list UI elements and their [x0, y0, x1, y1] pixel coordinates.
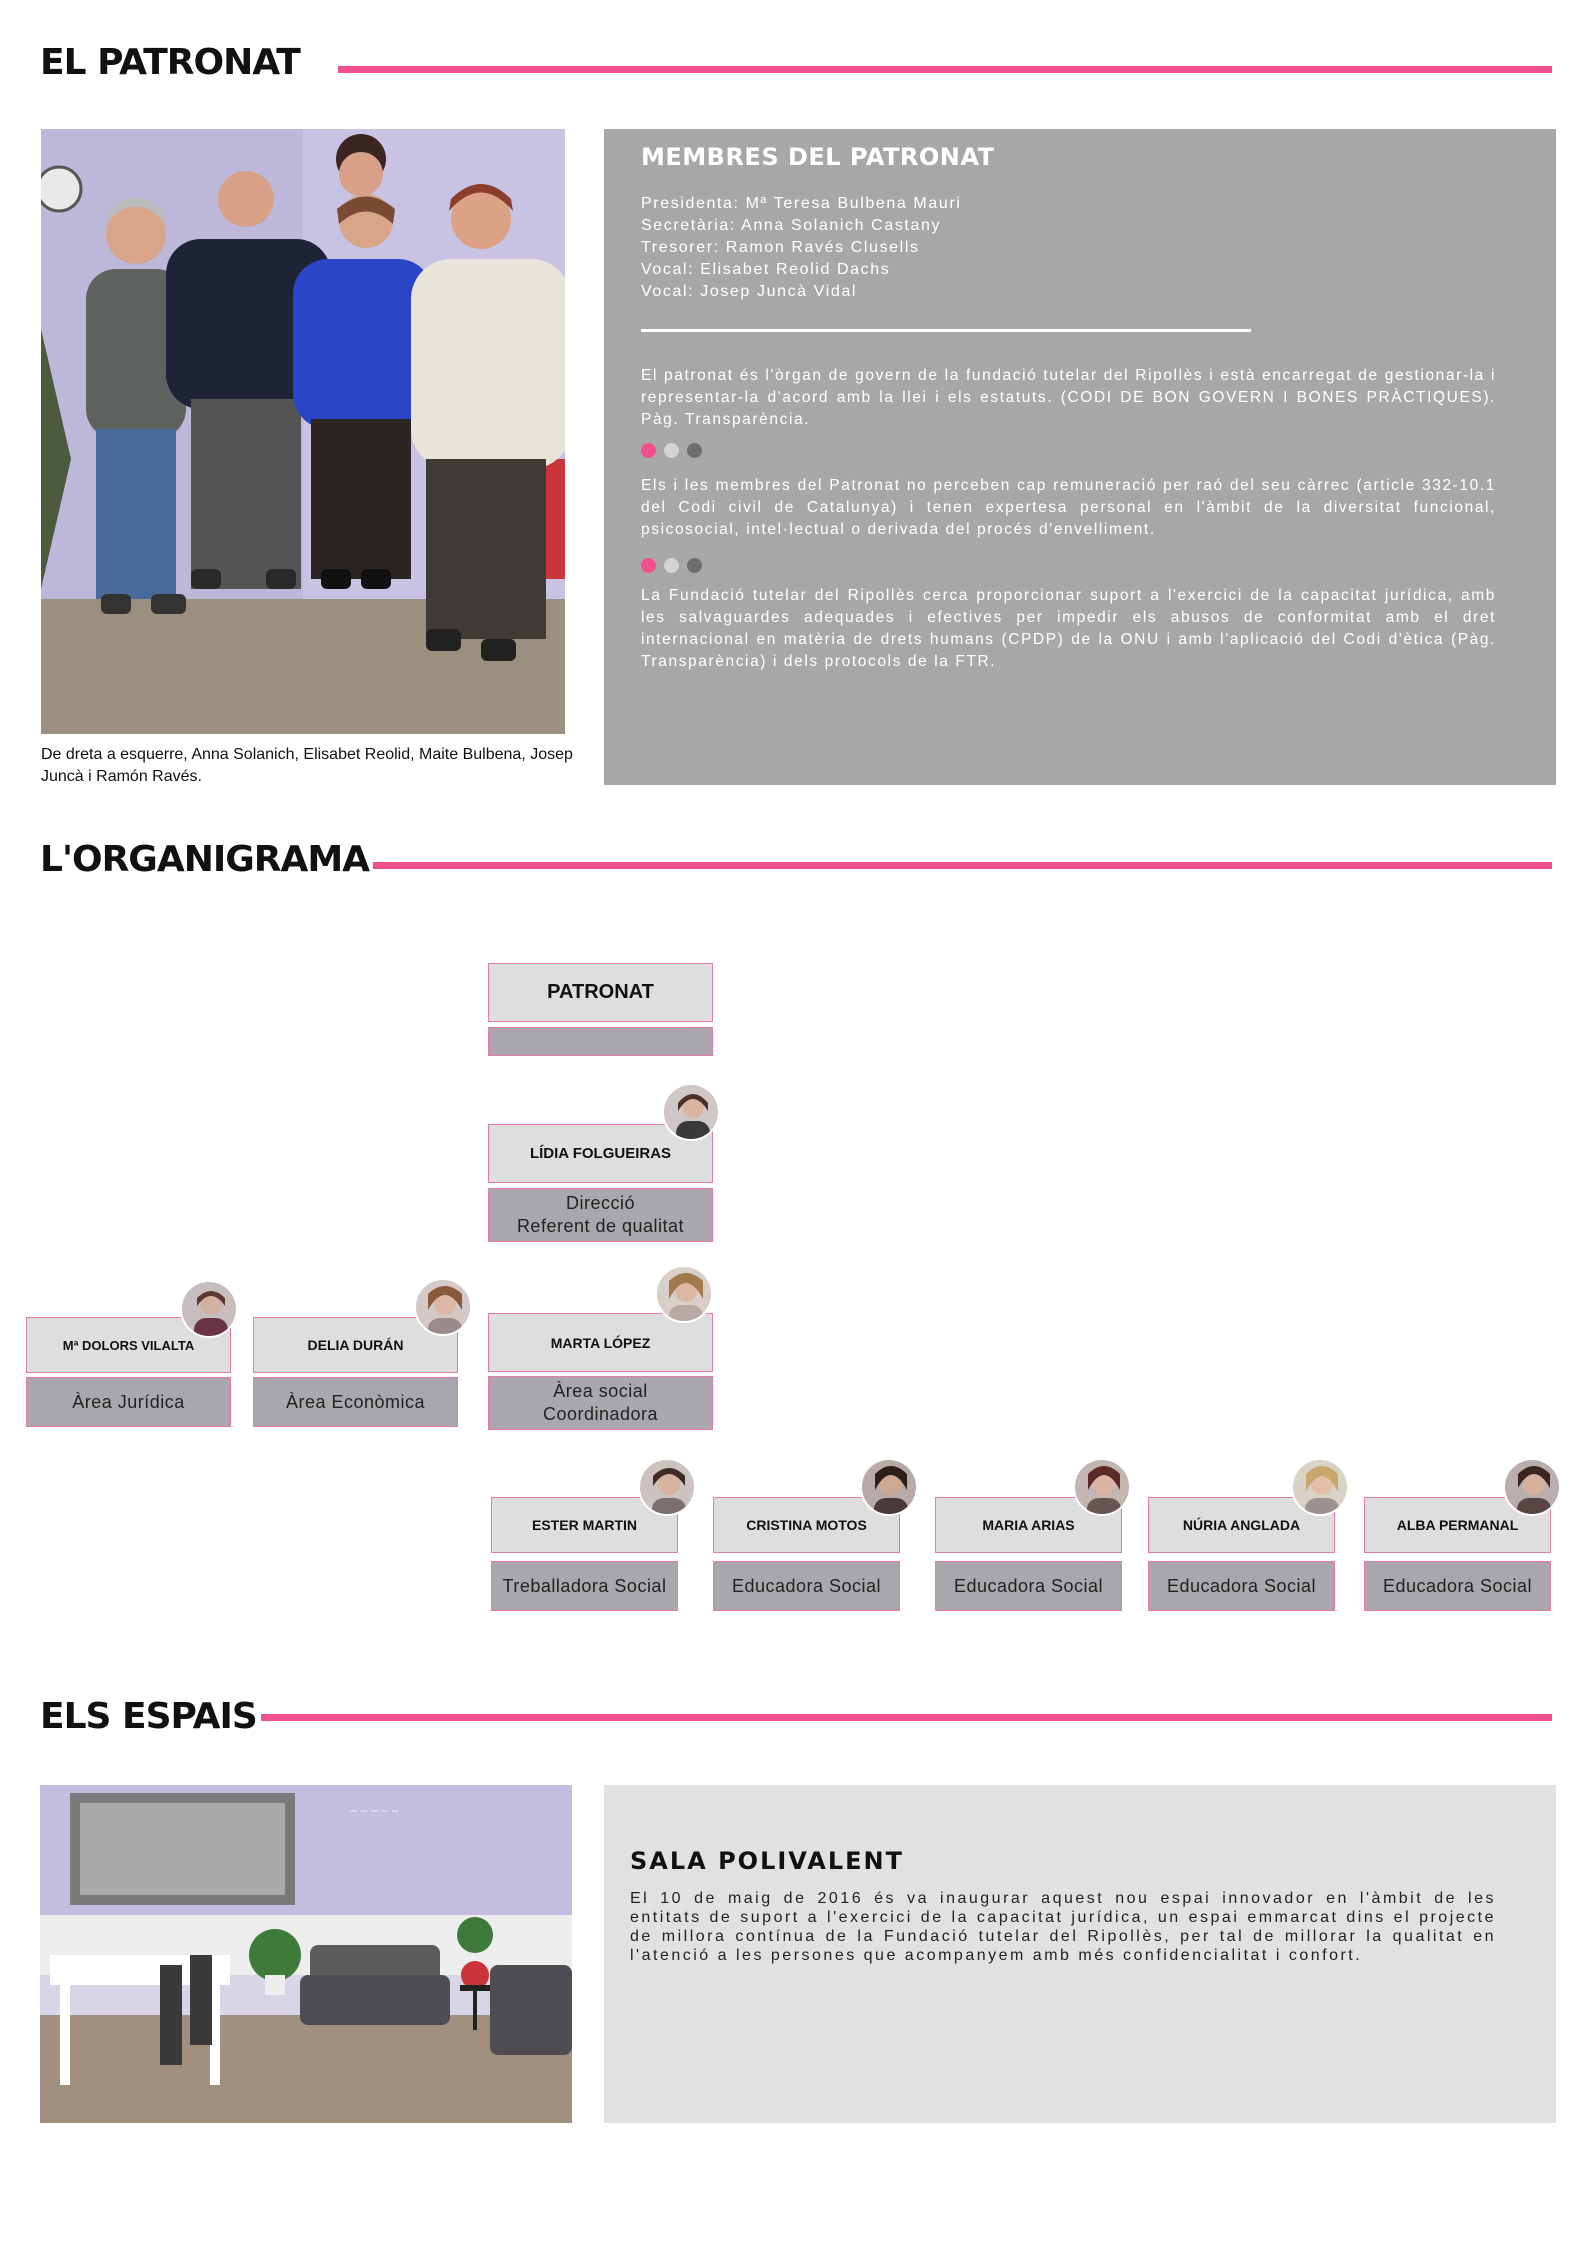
svg-text:~ ~ ~ ~ ~: ~ ~ ~ ~ ~ [350, 1803, 399, 1818]
avatar [1291, 1458, 1349, 1516]
title-rule [338, 66, 1552, 73]
role-line: Referent de qualitat [516, 1216, 685, 1236]
avatar [638, 1458, 696, 1516]
avatar [1073, 1458, 1131, 1516]
sala-title: SALA POLIVALENT [630, 1847, 904, 1875]
panel-paragraph: Els i les membres del Patronat no perceben cap remuneració per raó del seu càrrec (article 332-10.1 del Codi civil de Catalunya) i tenen expertesa personal en l'àmbit de la diversitat funcional, psicosocial, intel·lectual o derivada del procés d'envelliment. [641, 477, 1496, 538]
panel-paragraph: El patronat és l'òrgan de govern de la fundació tutelar del Ripollès i està encarregat de gestionar-la i representar-la d'acord amb la llei i els estatuts. (CODI DE BON GOVERN I BONES PRÀCTIQUES). Pàg. Transparència. [641, 367, 1496, 428]
avatar [180, 1280, 238, 1338]
sala-polivalent-photo [40, 1785, 572, 2123]
bullet-dot [641, 443, 656, 458]
org-role-staff: Treballadora Social [491, 1561, 678, 1611]
org-role-area-juridica: Àrea Jurídica [26, 1377, 231, 1427]
sala-polivalent-panel [604, 1785, 1556, 2123]
org-box-staff: MARIA ARIAS [935, 1497, 1122, 1553]
bullet-dot [687, 558, 702, 573]
org-box-area-social: MARTA LÓPEZ [488, 1313, 713, 1372]
avatar [662, 1083, 720, 1141]
bullet-dot [641, 558, 656, 573]
role-line: Àrea social [553, 1381, 648, 1401]
org-role-area-social [488, 1376, 713, 1430]
org-box-patronat: PATRONAT [488, 963, 713, 1022]
member-line: Secretària: Anna Solanich Castany [641, 217, 942, 234]
photo-caption: De dreta a esquerre, Anna Solanich, Elisabet Reolid, Maite Bulbena, Josep Juncà i Ramón Ravés. [41, 746, 573, 785]
role-line: Coordinadora [542, 1404, 659, 1424]
section-title-patronat: EL PATRONAT [40, 42, 300, 83]
org-box-staff: NÚRIA ANGLADA [1148, 1497, 1335, 1553]
patronat-group-photo [41, 129, 565, 734]
bullet-dot [664, 558, 679, 573]
section-title-espais: ELS ESPAIS [40, 1696, 257, 1737]
org-role-staff: Educadora Social [1148, 1561, 1335, 1611]
org-role-patronat [488, 1027, 713, 1056]
member-line: Vocal: Elisabet Reolid Dachs [641, 261, 891, 278]
panel-title: MEMBRES DEL PATRONAT [641, 143, 995, 171]
org-box-area-economica: DELIA DURÁN [253, 1317, 458, 1373]
panel-divider [641, 329, 1251, 332]
org-role-staff: Educadora Social [935, 1561, 1122, 1611]
org-box-director: LÍDIA FOLGUEIRAS [488, 1124, 713, 1183]
bullet-dot [664, 443, 679, 458]
section-title-organigrama: L'ORGANIGRAMA [40, 839, 370, 880]
panel-paragraph: La Fundació tutelar del Ripollès cerca proporcionar suport a l'exercici de la capacitat jurídica, amb les salvaguardes adequades i efectives per impedir els abusos de conformitat amb el dret internacional en matèria de drets humans (CPDP) de la ONU i amb l'aplicació del Codi d'ètica (Pàg. Transparència) i dels protocols de la FTR. [641, 587, 1496, 670]
avatar [414, 1278, 472, 1336]
member-line: Presidenta: Mª Teresa Bulbena Mauri [641, 195, 962, 212]
org-role-staff: Educadora Social [713, 1561, 900, 1611]
org-box-staff: CRISTINA MOTOS [713, 1497, 900, 1553]
bullet-dot [687, 443, 702, 458]
avatar [655, 1265, 713, 1323]
sala-description: El 10 de maig de 2016 és va inaugurar aquest nou espai innovador en l'àmbit de les entitats de suport a l'exercici de la capacitat jurídica, un espai emmarcat dins el projecte de millora contínua de la Fundació tutelar del Ripollès, per tal de millorar la qualitat en l'atenció a les persones que acompanyem amb més confidencialitat i confort. [630, 1890, 1496, 1964]
title-rule [261, 1714, 1552, 1721]
org-box-staff: ESTER MARTIN [491, 1497, 678, 1553]
patronat-info-panel [604, 129, 1556, 785]
org-role-director [488, 1188, 713, 1242]
member-line: Vocal: Josep Juncà Vidal [641, 283, 858, 300]
avatar [1503, 1458, 1561, 1516]
org-box-area-juridica: Mª DOLORS VILALTA [26, 1317, 231, 1373]
org-role-area-economica: Àrea Econòmica [253, 1377, 458, 1427]
role-line: Direcció [565, 1193, 635, 1213]
org-role-staff: Educadora Social [1364, 1561, 1551, 1611]
title-rule [373, 862, 1552, 869]
avatar [860, 1458, 918, 1516]
org-box-staff: ALBA PERMANAL [1364, 1497, 1551, 1553]
member-line: Tresorer: Ramon Ravés Clusells [641, 239, 920, 256]
